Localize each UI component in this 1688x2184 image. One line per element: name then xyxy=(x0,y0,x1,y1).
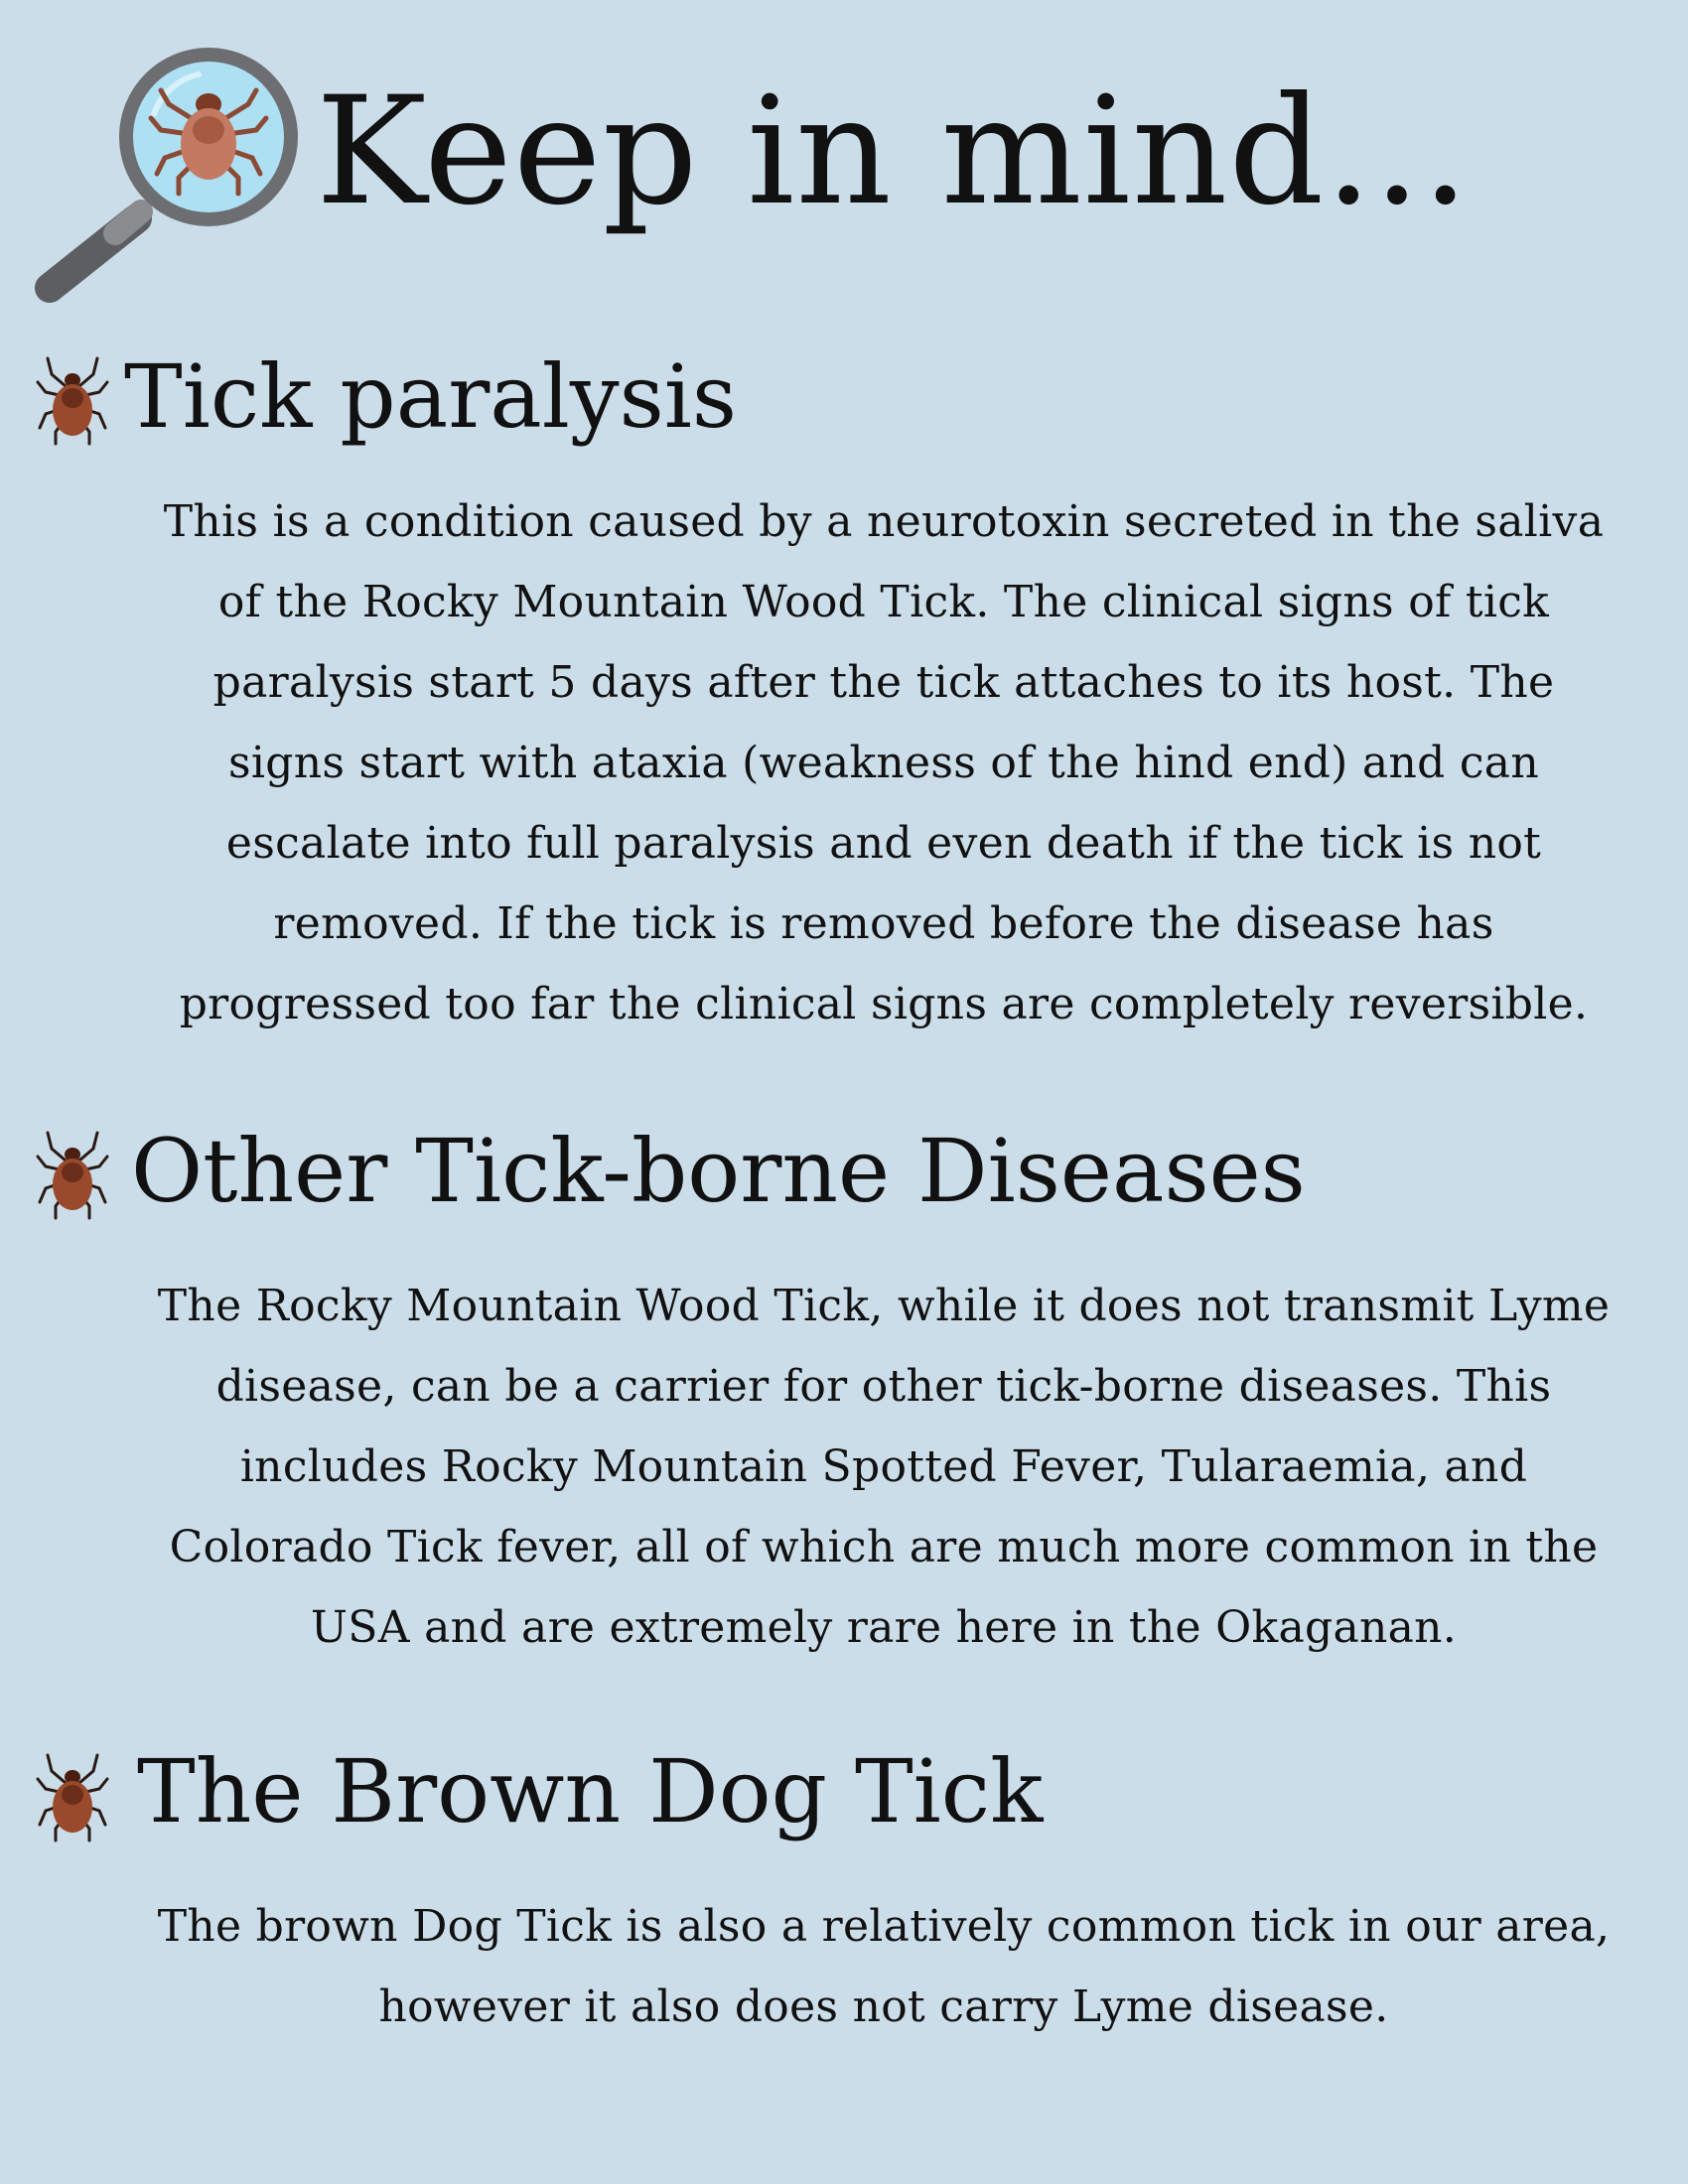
tick-icon xyxy=(34,1749,111,1844)
section-title: Other Tick-borne Diseases xyxy=(131,1120,1306,1222)
section-title: Tick paralysis xyxy=(124,345,738,448)
section-body: The Rocky Mountain Wood Tick, while it does not transmit Lyme disease, can be a carrier for other tick-borne diseases. This includes Rocky Mountain Spotted Fever, Tularaemia, and Colorado Tick fever, all of which are much more common in the USA and are extremely rare here in the Okaganan. xyxy=(157,1281,1611,1653)
section-title: The Brown Dog Tick xyxy=(137,1740,1044,1843)
magnifying-glass-tick-icon xyxy=(30,35,308,303)
section-body: The brown Dog Tick is also a relatively common tick in our area, however it also does not carry Lyme disease. xyxy=(157,1901,1611,2032)
header xyxy=(0,0,1688,308)
section-body: This is a condition caused by a neurotoxin secreted in the saliva of the Rocky Mountain Wood Tick. The clinical signs of tick paralysis start 5 days after the tick attaches to its host. The signs start with ataxia (weakness of the hind end) and can escalate into full paralysis and even death if the tick is not removed. If the tick is removed before the disease has progressed too far the clinical signs are completely reversible. xyxy=(163,496,1605,1029)
tick-icon xyxy=(34,1127,111,1222)
tick-icon xyxy=(34,352,111,448)
page-title: Keep in mind... xyxy=(316,66,1471,238)
